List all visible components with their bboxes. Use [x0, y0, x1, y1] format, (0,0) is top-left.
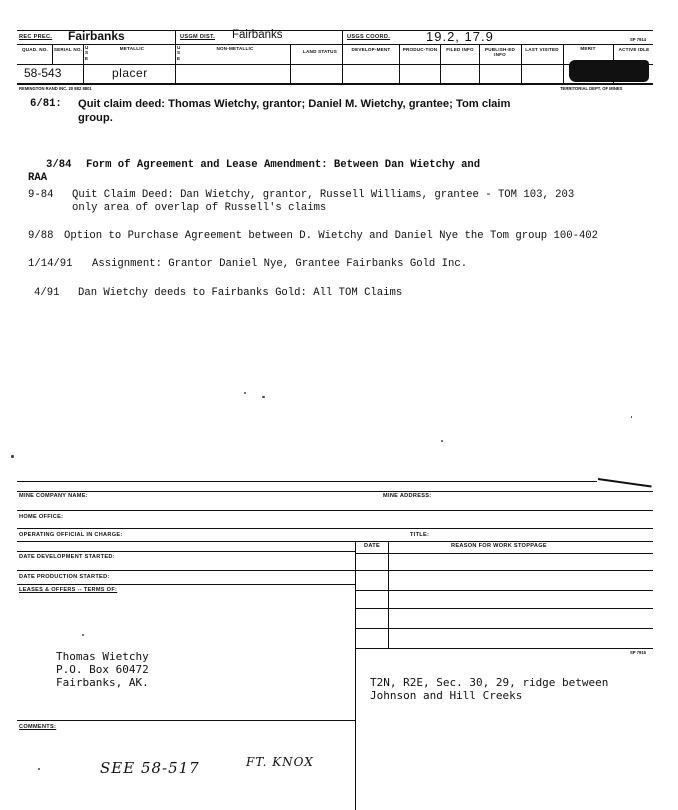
header-bottom-rule: [17, 83, 653, 85]
owner-city: Fairbanks, AK.: [56, 676, 149, 689]
divider: [355, 649, 356, 810]
divider: [342, 30, 343, 44]
usgs-coord-label: USGS COORD.: [347, 34, 391, 40]
form-rule: [17, 510, 653, 511]
use-label-nonmetallic: U S E: [177, 45, 181, 61]
location-line-2: Johnson and Hill Creeks: [370, 689, 523, 702]
active-idle-label: ACTIVE IDLE: [618, 47, 650, 52]
form-rule-curl: [598, 478, 652, 487]
form-rule: [17, 491, 653, 492]
production-label: PRODUC-TION: [402, 47, 438, 52]
comments-label: COMMENTS:: [19, 724, 57, 730]
divider: [342, 44, 343, 84]
scan-speck: [441, 440, 443, 442]
development-label: DEVELOP-MENT: [351, 47, 391, 52]
form-number-top: SP 7914: [630, 37, 646, 42]
entry-text: Form of Agreement and Lease Amendment: Between Dan Wietchy and: [86, 159, 481, 171]
rec-prec-value: Fairbanks: [68, 29, 125, 43]
entry-text: Quit claim deed: Thomas Wietchy, grantor; Daniel M. Wietchy, grantee; Tom claim: [78, 98, 511, 110]
published-info-label: PUBLISH-ED INFO: [484, 47, 516, 58]
mine-company-name-label: MINE COMPANY NAME:: [19, 493, 88, 499]
date-column-label: DATE: [364, 543, 381, 549]
owner-name: Thomas Wietchy: [56, 650, 149, 663]
form-rule: [17, 481, 597, 482]
entry-text: Assignment: Grantor Daniel Nye, Grantee Fairbanks Gold Inc.: [92, 258, 468, 270]
entry-text: Dan Wietchy deeds to Fairbanks Gold: All TOM Claims: [78, 287, 403, 299]
entry-date: 9-84: [28, 189, 54, 201]
divider: [388, 541, 389, 649]
reason-work-stoppage-label: REASON FOR WORK STOPPAGE: [451, 543, 547, 549]
entry-date: 9/88: [28, 230, 54, 242]
form-rule: [17, 551, 355, 552]
form-rule: [355, 590, 653, 591]
form-number-bottom: SP 7915: [630, 650, 646, 655]
divider: [355, 541, 356, 649]
territorial-dept: TERRITORIAL DEPT. OF MINES: [560, 86, 623, 91]
form-rule: [17, 528, 653, 529]
form-rule: [355, 648, 653, 649]
merit-label: MERIT: [580, 46, 596, 51]
scan-speck: [262, 396, 265, 398]
entry-text: Option to Purchase Agreement between D. Wietchy and Daniel Nye the Tom group 100-402: [64, 230, 599, 242]
form-rule: [17, 541, 653, 542]
date-development-started-label: DATE DEVELOPMENT STARTED:: [19, 554, 115, 560]
home-office-label: HOME OFFICE:: [19, 514, 64, 520]
land-status-label: LAND STATUS: [303, 49, 337, 54]
form-rule: [17, 584, 355, 585]
entry-continuation: only area of overlap of Russell's claims: [72, 202, 327, 214]
entry-text: Quit Claim Deed: Dan Wietchy, grantor, Russell Williams, grantee - TOM 103, 203: [72, 189, 575, 201]
entry-continuation: group.: [78, 112, 113, 124]
location-line-1: T2N, R2E, Sec. 30, 29, ridge between: [370, 676, 609, 689]
operating-official-label: OPERATING OFFICIAL IN CHARGE:: [19, 532, 123, 538]
form-rule: [355, 608, 653, 609]
mine-address-label: MINE ADDRESS:: [383, 493, 432, 499]
handwritten-ft-knox: FT. KNOX: [246, 755, 314, 769]
last-visited-label: LAST VISITED: [525, 47, 559, 52]
entry-date: 4/91: [34, 287, 60, 299]
metallic-label: METALLIC: [119, 46, 145, 51]
entry-date: 6/81:: [30, 98, 62, 110]
form-rule: [17, 720, 355, 721]
entry-date: 1/14/91: [28, 258, 73, 270]
coord-underline: [420, 44, 508, 46]
leases-offers-label: LEASES & OFFERS -- TERMS OF:: [19, 587, 118, 593]
title-label: TITLE:: [410, 532, 430, 538]
usgm-dist-value: Fairbanks: [232, 29, 283, 41]
quad-no-label: QUAD. NO.: [21, 47, 49, 52]
usgs-coord-value: 19.2, 17.9: [426, 29, 494, 44]
owner-po-box: P.O. Box 60472: [56, 663, 149, 676]
divider: [399, 44, 400, 84]
handwritten-see-reference: SEE 58-517: [100, 759, 200, 777]
divider: [290, 44, 291, 84]
non-metallic-label: NON-METALLIC: [216, 46, 254, 51]
use-label-metallic: U S E: [85, 45, 89, 61]
entry-continuation: RAA: [28, 172, 48, 184]
filed-info-label: FILED INFO: [446, 47, 474, 52]
usgm-dist-label: USGM DIST.: [180, 34, 216, 40]
scan-speck: [82, 634, 84, 636]
form-rule: [355, 628, 653, 629]
redaction-block: [569, 60, 649, 82]
date-production-started-label: DATE PRODUCTION STARTED:: [19, 574, 110, 580]
scan-speck: [244, 392, 246, 394]
entry-date: 3/84: [46, 159, 72, 171]
scan-speck: [631, 416, 632, 418]
rec-prec-label: REC PREC.: [19, 34, 53, 40]
divider: [175, 30, 176, 44]
record-type: placer: [112, 66, 148, 80]
form-rule: [355, 553, 653, 554]
scan-speck: [11, 455, 14, 458]
form-rule: [17, 570, 653, 571]
printer-line: REMINGTON RAND INC. 20 882 8801: [19, 86, 92, 91]
record-number: 58-543: [24, 66, 62, 80]
scan-speck: [38, 768, 40, 770]
serial-no-label: SERIAL NO.: [53, 47, 83, 52]
